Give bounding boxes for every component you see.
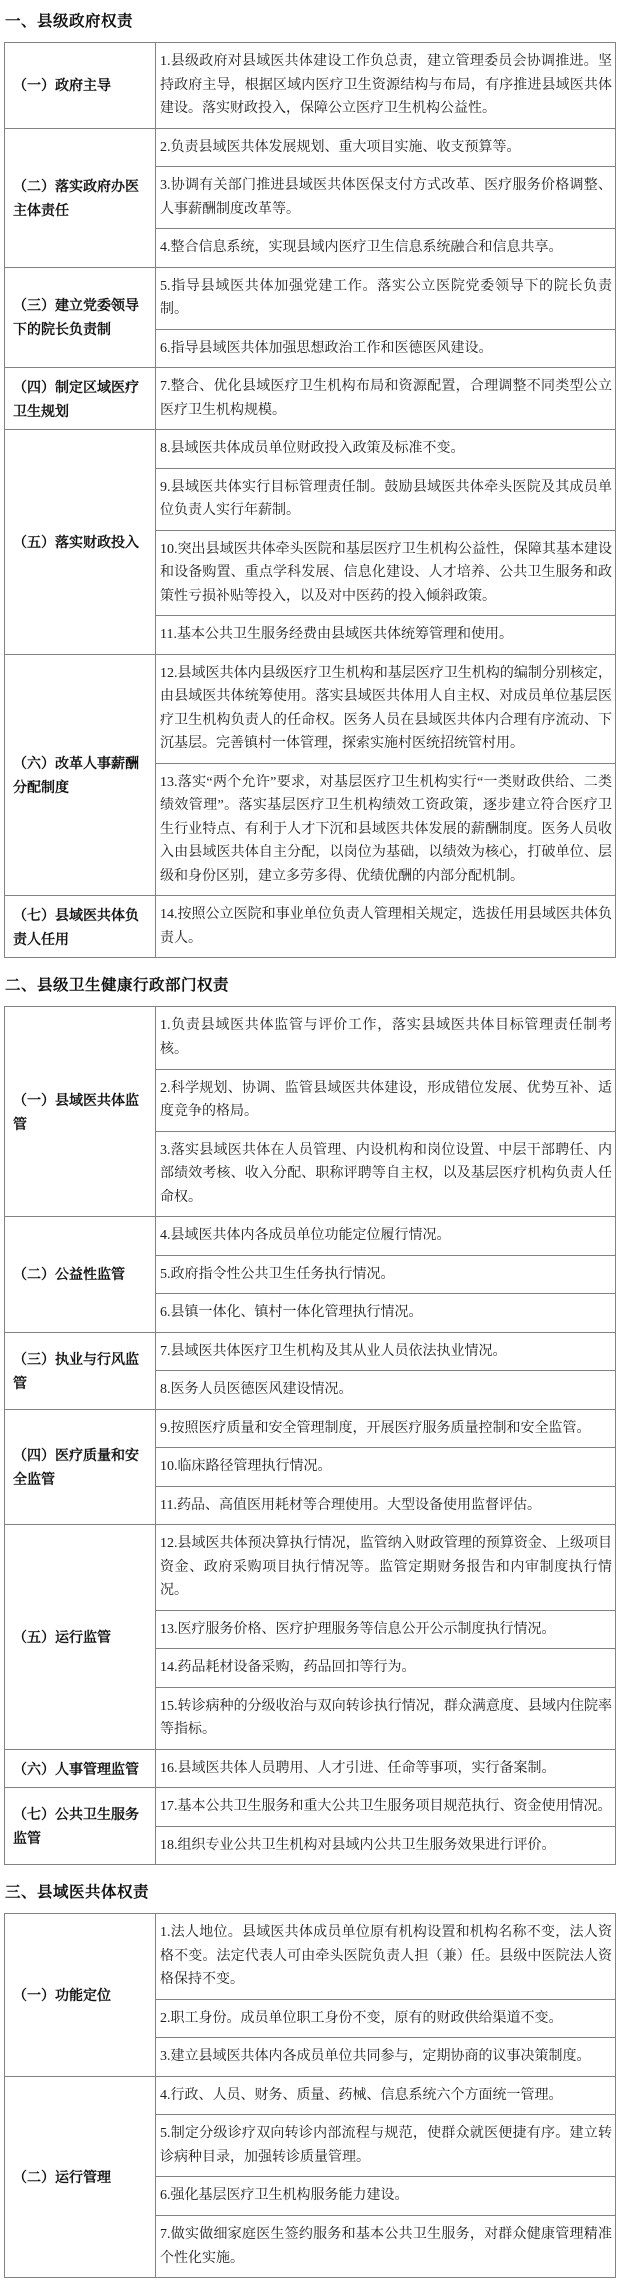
item-cell: 13.医疗服务价格、医疗护理服务等信息公开公示制度执行情况。: [156, 1610, 616, 1649]
item-cell: 17.基本公共卫生服务和重大公共卫生服务项目规范执行、资金使用情况。: [156, 1788, 616, 1827]
table-row: [5, 368, 616, 430]
item-cell: 2.科学规划、协调、监管县域医共体建设，形成错位发展、优势互补、适度竞争的格局。: [156, 1069, 616, 1131]
item-cell: 8.医务人员医德医风建设情况。: [156, 1371, 616, 1410]
category-cell: （四）制定区域医疗卫生规划: [5, 368, 156, 430]
item-cell: 9.县域医共体实行目标管理责任制。鼓励县域医共体牵头医院及其成员单位负责人实行年薪制。: [156, 468, 616, 530]
section-heading: 三、县域医共体权责: [5, 1884, 150, 1902]
item-cell: 12.县域医共体内县级医疗卫生机构和基层医疗卫生机构的编制分别核定，由县域医共体统筹使用。落实县域医共体用人自主权、对成员单位基层医疗卫生机构负责人的任命权。医务人员在县域医共体内合理有序流动、下沉基层。完善镇村一体管理，探索实施村医统招统管村用。: [156, 654, 616, 763]
item-cell: 5.制定分级诊疗双向转诊内部流程与规范，使群众就医便捷有序。建立转诊病种目录，加强转诊质量管理。: [156, 2115, 616, 2177]
item-cell: 16.县域医共体人员聘用、人才引进、任命等事项，实行备案制。: [156, 1749, 616, 1788]
table-row: [5, 1914, 616, 2000]
table-row: [5, 1332, 616, 1371]
item-cell: 9.按照医疗质量和安全管理制度，开展医疗服务质量控制和安全监管。: [156, 1409, 616, 1448]
table-row: [5, 896, 616, 958]
item-cell: 7.整合、优化县域医疗卫生机构布局和资源配置，合理调整不同类型公立医疗卫生机构规模。: [156, 368, 616, 430]
category-cell: （四）医疗质量和安全监管: [5, 1409, 156, 1525]
item-cell: 2.负责县域医共体发展规划、重大项目实施、收支预算等。: [156, 128, 616, 167]
category-cell: （一）县域医共体监管: [5, 1007, 156, 1217]
item-cell: 7.做实做细家庭医生签约服务和基本公共卫生服务，对群众健康管理精准个性化实施。: [156, 2216, 616, 2278]
responsibility-table: [4, 1913, 616, 2278]
category-cell: （六）改革人事薪酬分配制度: [5, 654, 156, 896]
item-cell: 6.指导县域医共体加强思想政治工作和医德医风建设。: [156, 329, 616, 368]
item-cell: 1.负责县域医共体监管与评价工作，落实县域医共体目标管理责任制考核。: [156, 1007, 616, 1069]
item-cell: 6.县镇一体化、镇村一体化管理执行情况。: [156, 1294, 616, 1333]
item-cell: 4.整合信息系统，实现县域内医疗卫生信息系统融合和信息共享。: [156, 229, 616, 268]
item-cell: 3.建立县域医共体内各成员单位共同参与，定期协商的议事决策制度。: [156, 2038, 616, 2077]
item-cell: 3.落实县域医共体在人员管理、内设机构和岗位设置、中层干部聘任、内部绩效考核、收入分配、职称评聘等自主权，以及基层医疗机构负责人任命权。: [156, 1131, 616, 1217]
item-cell: 11.药品、高值医用耗材等合理使用。大型设备使用监督评估。: [156, 1486, 616, 1525]
category-cell: （五）运行监管: [5, 1525, 156, 1750]
table-row: [5, 1525, 616, 1611]
category-cell: （六）人事管理监管: [5, 1749, 156, 1788]
item-cell: 12.县域医共体预决算执行情况，监管纳入财政管理的预算资金、上级项目资金、政府采购项目执行情况等。监管定期财务报告和内审制度执行情况。: [156, 1525, 616, 1611]
item-cell: 15.转诊病种的分级收治与双向转诊执行情况，群众满意度、县域内住院率等指标。: [156, 1687, 616, 1749]
table-row: [5, 1788, 616, 1827]
table-row: [5, 128, 616, 167]
item-cell: 8.县域医共体成员单位财政投入政策及标准不变。: [156, 430, 616, 469]
item-cell: 6.强化基层医疗卫生机构服务能力建设。: [156, 2177, 616, 2216]
table-row: [5, 267, 616, 329]
item-cell: 1.县级政府对县域医共体建设工作负总责，建立管理委员会协调推进。坚持政府主导，根据区域内医疗卫生资源结构与布局，有序推进县域医共体建设。落实财政投入，保障公立医疗卫生机构公益性。: [156, 43, 616, 129]
table-row: [5, 1409, 616, 1448]
category-cell: （三）执业与行风监管: [5, 1332, 156, 1409]
item-cell: 18.组织专业公共卫生机构对县域内公共卫生服务效果进行评价。: [156, 1826, 616, 1865]
item-cell: 4.行政、人员、财务、质量、药械、信息系统六个方面统一管理。: [156, 2076, 616, 2115]
category-cell: （三）建立党委领导下的院长负责制: [5, 267, 156, 368]
item-cell: 4.县域医共体内各成员单位功能定位履行情况。: [156, 1217, 616, 1256]
item-cell: 14.按照公立医院和事业单位负责人管理相关规定，选拔任用县域医共体负责人。: [156, 896, 616, 958]
category-cell: （七）县域医共体负责人任用: [5, 896, 156, 958]
item-cell: 1.法人地位。县域医共体成员单位原有机构设置和机构名称不变，法人资格不变。法定代表人可由牵头医院负责人担（兼）任。县级中医院法人资格保持不变。: [156, 1914, 616, 2000]
section-heading: 一、县级政府权责: [5, 13, 134, 30]
category-cell: （二）公益性监管: [5, 1217, 156, 1333]
item-cell: 3.协调有关部门推进县域医共体医保支付方式改革、医疗服务价格调整、人事薪酬制度改革等。: [156, 167, 616, 229]
item-cell: 5.指导县域医共体加强党建工作。落实公立医院党委领导下的院长负责制。: [156, 267, 616, 329]
item-cell: 10.临床路径管理执行情况。: [156, 1448, 616, 1487]
table-row: [5, 1007, 616, 1069]
item-cell: 2.职工身份。成员单位职工身份不变，原有的财政供给渠道不变。: [156, 1999, 616, 2038]
category-cell: （一）功能定位: [5, 1914, 156, 2077]
responsibility-table-body: [5, 43, 616, 958]
table-row: [5, 654, 616, 763]
table-row: [5, 1749, 616, 1788]
table-row: [5, 430, 616, 469]
category-cell: （二）运行管理: [5, 2076, 156, 2277]
category-cell: （二）落实政府办医主体责任: [5, 128, 156, 267]
item-cell: 14.药品耗材设备采购，药品回扣等行为。: [156, 1649, 616, 1688]
category-cell: （一）政府主导: [5, 43, 156, 129]
item-cell: 13.落实“两个允许”要求，对基层医疗卫生机构实行“一类财政供给、二类绩效管理”。落实基层医疗卫生机构绩效工资政策，逐步建立符合医疗卫生行业特点、有利于人才下沉和县域医共体发展的薪酬制度。医务人员收入由县域医共体自主分配，以岗位为基础，以绩效为核心，打破单位、层级和身份区别，建立多劳多得、优绩优酬的内部分配机制。: [156, 763, 616, 896]
category-cell: （五）落实财政投入: [5, 430, 156, 655]
item-cell: 5.政府指令性公共卫生任务执行情况。: [156, 1255, 616, 1294]
item-cell: 10.突出县域医共体牵头医院和基层医疗卫生机构公益性，保障其基本建设和设备购置、重点学科发展、信息化建设、人才培养、公共卫生服务和政策性亏损补贴等投入，以及对中医药的投入倾斜政策。: [156, 530, 616, 616]
table-row: [5, 1217, 616, 1256]
item-cell: 7.县域医共体医疗卫生机构及其从业人员依法执业情况。: [156, 1332, 616, 1371]
section-heading: 二、县级卫生健康行政部门权责: [5, 977, 230, 995]
table-row: [5, 43, 616, 129]
category-cell: （七）公共卫生服务监管: [5, 1788, 156, 1865]
responsibility-table: [4, 1006, 616, 1865]
table-row: [5, 2076, 616, 2115]
responsibility-table-body: [5, 1914, 616, 2278]
responsibility-table-body: [5, 1007, 616, 1865]
item-cell: 11.基本公共卫生服务经费由县域医共体统筹管理和使用。: [156, 616, 616, 655]
responsibility-table: [4, 42, 616, 958]
